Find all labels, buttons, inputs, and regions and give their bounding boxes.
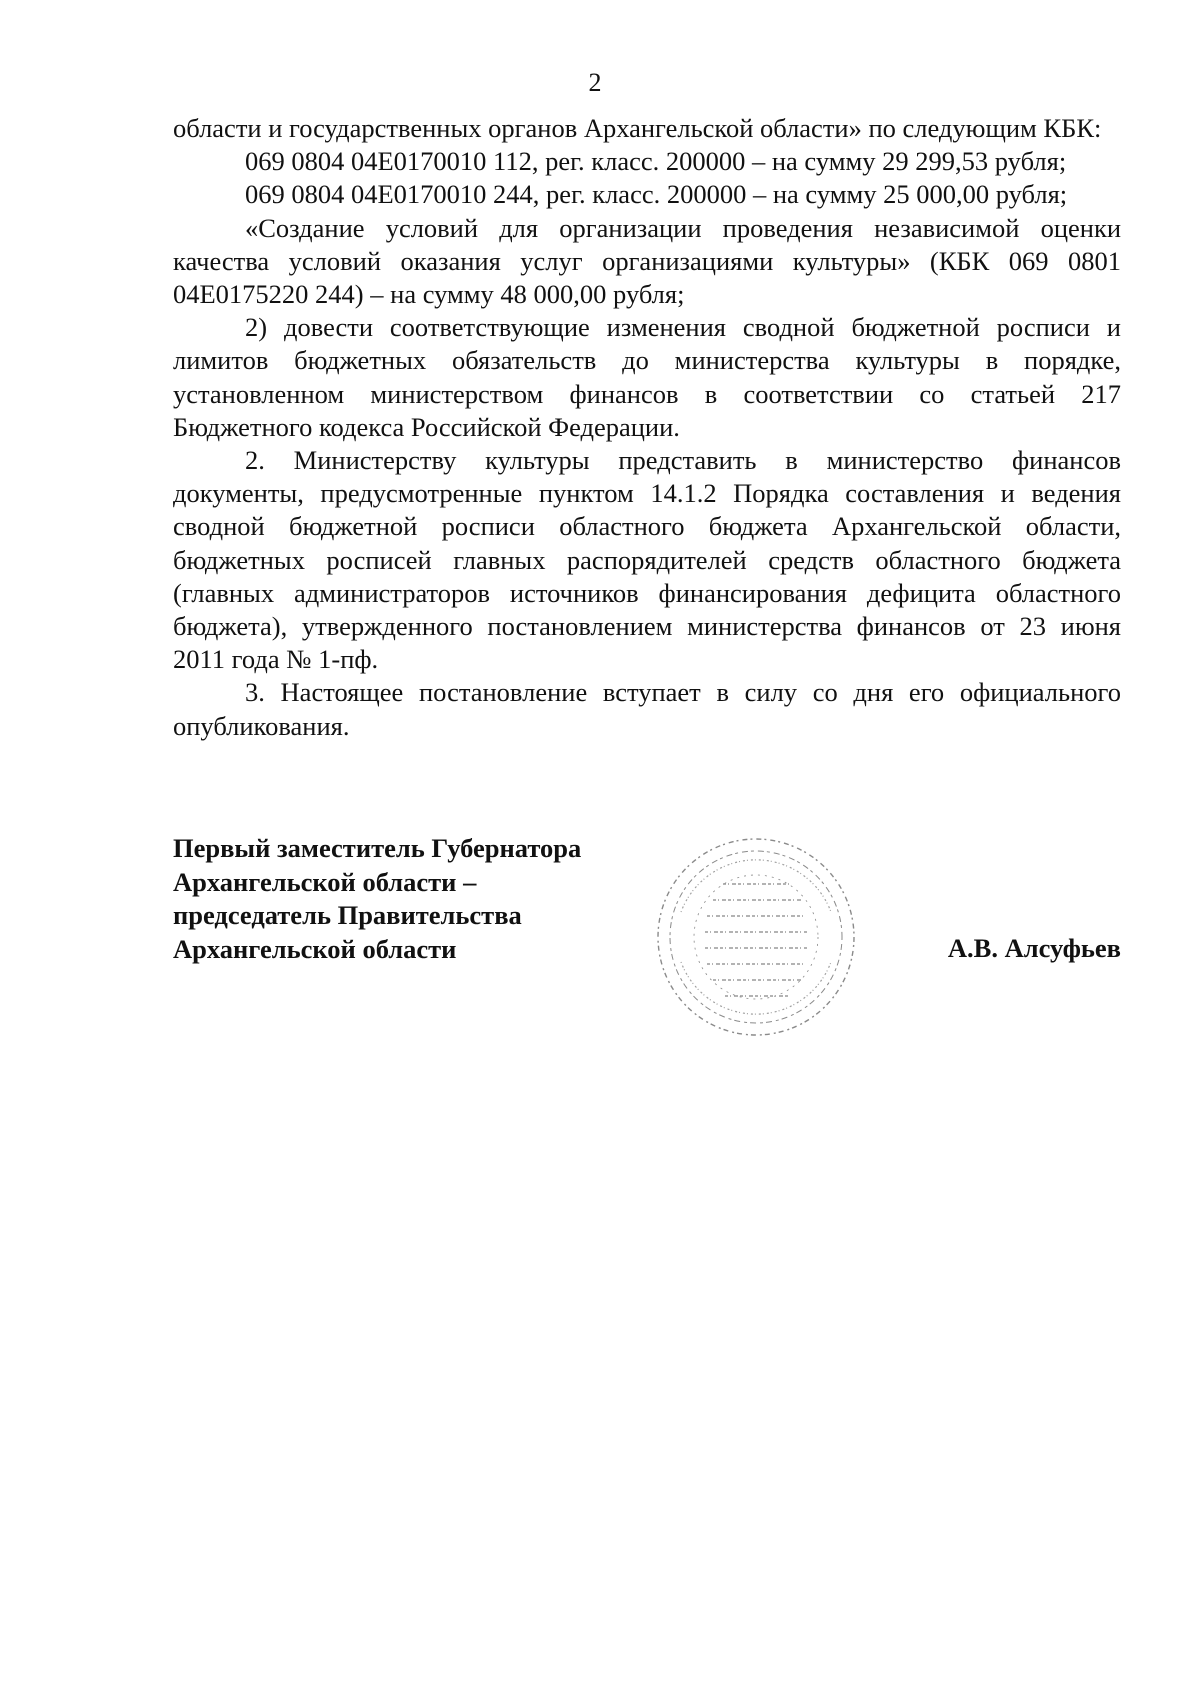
paragraph-continuation: области и государственных органов Архангельской области» по следующим КБК: (173, 113, 1102, 143)
page-number: 2 (588, 68, 602, 97)
paragraph-item-2: 2) довести соответствующие изменения сводной бюджетной росписи и лимитов бюджетных обязательств до министерства культуры в порядке, установленном министерством финансов в соответствии со статьей 217 Бюджетного кодекса Российской Федерации. (173, 312, 1121, 442)
official-seal-icon (651, 832, 861, 1042)
paragraph-kbk-244: 069 0804 04Е0170010 244, рег. класс. 200000 – на сумму 25 000,00 рубля; (245, 179, 1068, 210)
paragraph-independent-assessment: «Создание условий для организации проведения независимой оценки качества условий оказания услуг организациями культуры» (КБК 069 0801 04Е0175220 244) – на сумму 48 000,00 рубля; (173, 212, 1121, 310)
signer-title-line: Архангельской области (173, 933, 457, 964)
signer-title-line: Архангельской области – (173, 866, 477, 897)
paragraph-kbk-112: 069 0804 04Е0170010 112, рег. класс. 200000 – на сумму 29 299,53 рубля; (245, 146, 1067, 177)
signer-title-line: Первый заместитель Губернатора (173, 833, 582, 863)
signer-title (173, 832, 581, 966)
paragraph-section-2: 2. Министерству культуры представить в министерство финансов документы, предусмотренные пунктом 14.1.2 Порядка составления и ведения сводной бюджетной росписи областного бюджета Архангельской области, бюджетных росписей главных распорядителей средств областного бюджета (главных администраторов источников финансирования дефицита областного бюджета), утвержденного постановлением министерства финансов от 23 июня 2011 года № 1-пф. (173, 445, 1121, 675)
signer-name: А.В. Алсуфьев (947, 933, 1121, 963)
signer-title-line: председатель Правительства (173, 900, 522, 930)
document-body (173, 112, 1121, 743)
signature-block (173, 832, 1121, 1052)
paragraph-section-3: 3. Настоящее постановление вступает в силу со дня его официального опубликования. (173, 677, 1121, 741)
